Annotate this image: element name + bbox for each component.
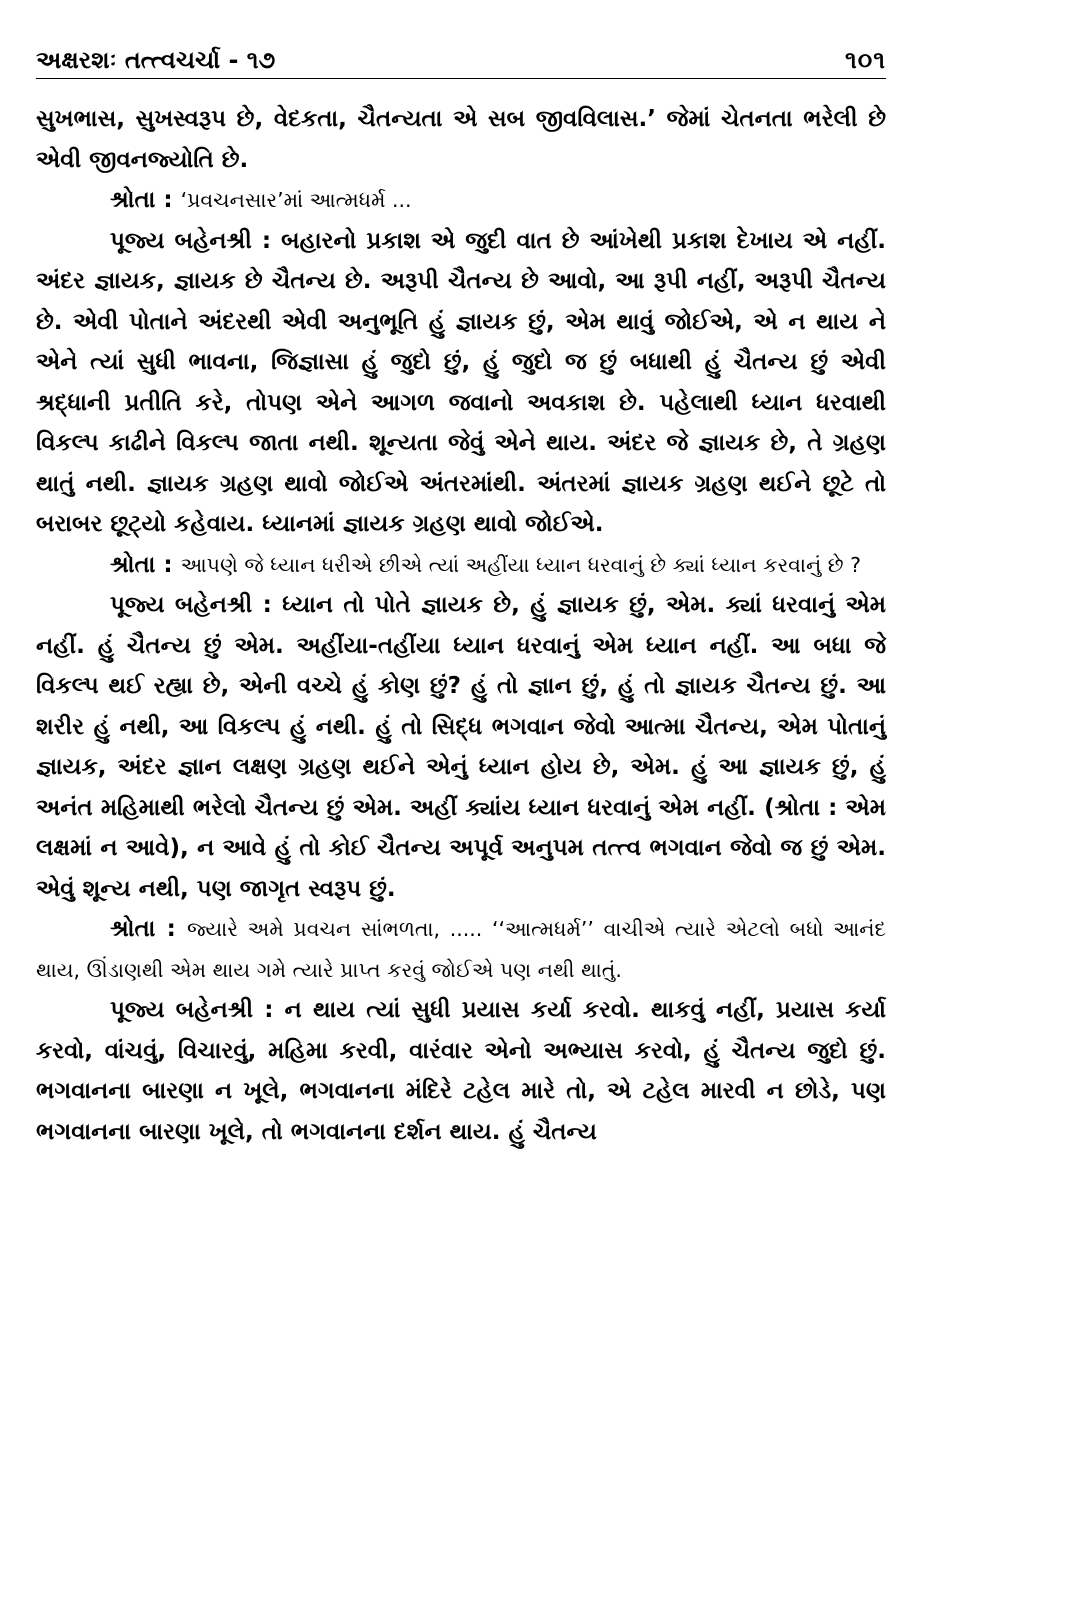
paragraph-text: ધ્યાન તો પોતે જ્ઞાયક છે, હું જ્ઞાયક છું, એમ. ક્યાં ધરવાનું એમ નહીં. હું ચૈતન્ય છું એમ. અહીંયા-તહીંયા ધ્યાન ધરવાનું એમ ધ્યાન નહીં. આ બધા જે વિકલ્પ થઈ રહ્યા છે, એની વચ્ચે હું કોણ છું? હું તો જ્ઞાન છું, હું તો જ્ઞાયક ચૈતન્ય છું. આ શરીર હું નથી, આ વિકલ્પ હું નથી. હું તો સિદ્ધ ભગવાન જેવો આત્મા ચૈતન્ય, એમ પોતાનું જ્ઞાયક, અંદર જ્ઞાન લક્ષણ ગ્રહણ થઈને એનું ધ્યાન હોય છે, એમ. હું આ જ્ઞાયક છું, હું અનંત મહિમાથી ભરેલો ચૈતન્ય છું એમ. અહીં ક્યાંય ધ્યાન ધરવાનું એમ નહીં. (શ્રોતા : એમ લક્ષમાં ન આવે), ન આવે હું તો કોઈ ચૈતન્ય અપૂર્વ અનુપમ તત્ત્વ ભગવાન જેવો જ છું એમ. એવું શૂન્ય નથી, પણ જાગૃત સ્વરૂપ છું. [36,592,886,902]
paragraph-text: ‘પ્રવચનસાર’માં આત્મધર્મ ... [180,188,412,212]
paragraph-text: બહારનો પ્રકાશ એ જુદી વાત છે આંખેથી પ્રકાશ દેખાય એ નહીં. અંદર જ્ઞાયક, જ્ઞાયક છે ચૈતન્ય છે. અરૂપી ચૈતન્ય છે આવો, આ રૂપી નહીં, અરૂપી ચૈતન્ય છે. એવી પોતાને અંદરથી એવી અનુભૂતિ હું જ્ઞાયક છું, એમ થાવું જોઈએ, એ ન થાય ને એને ત્યાં સુધી ભાવના, જિજ્ઞાસા હું જુદો છું, હું જુદો જ છું બધાથી હું ચૈતન્ય છું એવી શ્રદ્ધાની પ્રતીતિ કરે, તોપણ એને આગળ જવાનો અવકાશ છે. પહેલાથી ધ્યાન ધરવાથી વિકલ્પ કાઢીને વિકલ્પ જાતા નથી. શૂન્યતા જેવું એને થાય. અંદર જે જ્ઞાયક છે, તે ગ્રહણ થાતું નથી. જ્ઞાયક ગ્રહણ થાવો જોઈએ અંતરમાંથી. અંતરમાં જ્ઞાયક ગ્રહણ થઈને છૂટે તો બરાબર છૂટ્યો કહેવાય. ધ્યાનમાં જ્ઞાયક ગ્રહણ થાવો જોઈએ. [36,227,886,537]
page-number: ૧૦૧ [845,46,886,74]
header-title: અક્ષરશઃ તત્ત્વચર્ચા - ૧૭ [36,46,276,74]
speaker-label: પૂજ્ય બહેનશ્રી : [110,592,283,618]
paragraph-continued [36,99,886,180]
speaker-label: શ્રોતા : [110,551,181,578]
running-header [36,38,886,79]
paragraph-text: જ્યારે અમે પ્રવચન સાંભળતા, ..... ‘‘આત્મધર્મ’’ વાચીએ ત્યારે એટલો બધો આનંદ થાય, ઊંડાણથી એમ થાય ગમે ત્યારે પ્રાપ્ત કરવું જોઈએ પણ નથી થાતું. [36,917,886,982]
paragraph-behenshri [36,221,886,545]
book-page [36,38,886,1152]
paragraph-text: ન થાય ત્યાં સુધી પ્રયાસ કર્યા કરવો. થાકવું નહીં, પ્રયાસ કર્યા કરવો, વાંચવું, વિચારવું, મહિમા કરવી, વારંવાર એનો અભ્યાસ કરવો, હું ચૈતન્ય જુદો છું. ભગવાનના બારણા ન ખૂલે, ભગવાનના મંદિરે ટહેલ મારે તો, એ ટહેલ મારવી ન છોડે, પણ ભગવાનના બારણા ખૂલે, તો ભગવાનના દર્શન થાય. હું ચૈતન્ય [36,997,886,1145]
speaker-label: પૂજ્ય બહેનશ્રી : [110,227,282,254]
page-body [36,99,886,1152]
paragraph-listener [36,545,886,586]
speaker-label: શ્રોતા : [110,187,181,213]
paragraph-text: આપણે જે ધ્યાન ધરીએ છીએ ત્યાં અહીંયા ધ્યાન ધરવાનું છે ક્યાં ધ્યાન કરવાનું છે ? [180,552,862,577]
paragraph-listener [36,180,886,221]
paragraph-text: સુખભાસ, સુખસ્વરૂપ છે, વેદકતા, ચૈતન્યતા એ સબ જીવવિલાસ.’ જેમાં ચેતનતા ભરેલી છે એવી જીવનજ્યોતિ છે. [36,106,886,173]
paragraph-behenshri [36,990,886,1152]
paragraph-listener [36,909,886,990]
paragraph-behenshri [36,585,886,909]
speaker-label: શ્રોતા : [110,916,187,942]
speaker-label: પૂજ્ય બહેનશ્રી : [110,997,285,1023]
